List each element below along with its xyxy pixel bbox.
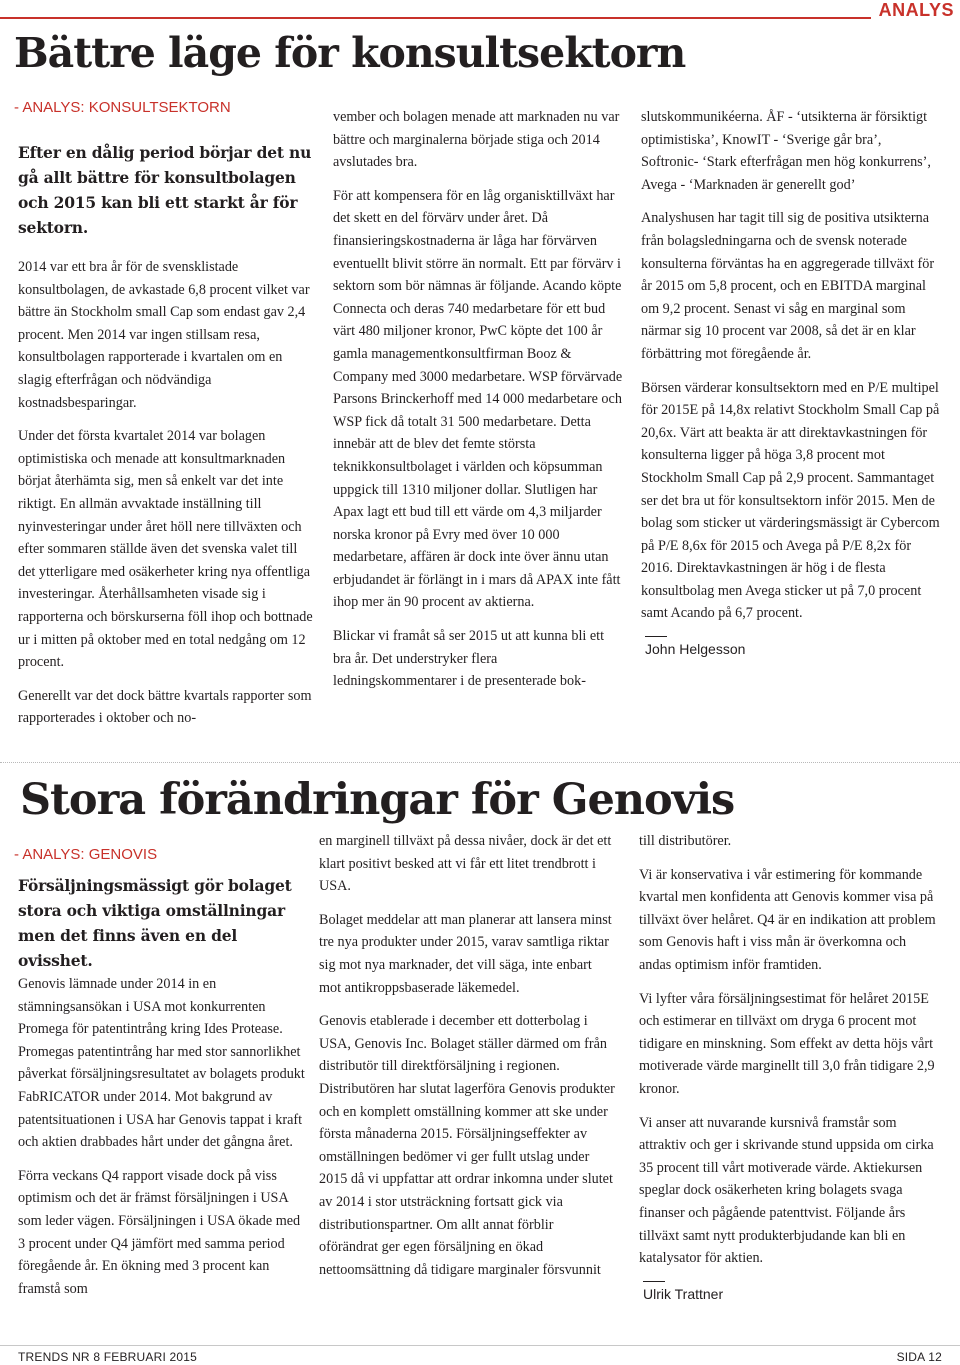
article2-paragraph: till distributörer. xyxy=(639,833,732,849)
footer-rule xyxy=(0,1345,960,1346)
article2-byline-block xyxy=(639,1281,939,1304)
top-rule xyxy=(0,17,960,19)
article2-paragraph: en marginell tillväxt på dessa nivåer, dock är det ett klart positivt besked att vi får ett litet trendbrott i USA. xyxy=(319,833,612,895)
article1-column-2 xyxy=(333,106,623,704)
article1-paragraph: slutskommunikéerna. ÅF - ‘utsikterna är försiktigt optimistiska’, KnowIT - ‘Sverige går bra’, Softronic- ‘Stark efterfrågan men hög konkurrens’, Avega - ‘Marknaden är generellt god’ xyxy=(641,109,931,193)
article2-column-1 xyxy=(18,873,308,1311)
article2-paragraph: Vi är konservativa i vår estimering för kommande kvartal men konfidenta att Genovis kommer visa på tillväxt över helåret. Q4 är en indikation att problem som Genovis haft i viss mån är överkomna och andas optimism inför framtiden. xyxy=(639,866,936,973)
article2-paragraph: Genovis etablerade i december ett dotterbolag i USA, Genovis Inc. Bolaget ställer därmed om från distributör till direktförsäljning i regionen. Distributören har slutat lagerföra Genovis produkter och en komplett omställning kommer att ske under första månaderna 2015. Försäljningseffekter av omställningen bedömer vi ger fullt utslag under 2015 då vi uppfattar att ordrar inkomna under slutet av 2014 i stor utsträckning fortsatt gick via distributionspartner. Om allt annat förblir oförändrat ger egen försäljning en ökad nettoomsättning då tidigare marginaler försvunnit xyxy=(319,1013,615,1278)
article2-ingress: Försäljningsmässigt gör bolaget stora och viktiga omställningar men det finns även en del ovisshet. xyxy=(18,876,292,970)
article1-ingress: Efter en dålig period börjar det nu gå allt bättre för konsultbolagen och 2015 kan bli ett starkt år för sektorn. xyxy=(18,143,312,237)
section-tag: ANALYS xyxy=(871,0,960,20)
article1-paragraph: Börsen värderar konsultsektorn med en P/E multipel för 2015E på 14,8x relativt Stockholm Small Cap på 20,6x. Värt att beakta är att direktavkastningen för konsulterna ligger på höga 3,8 procent mot Stockholm Small Cap på 2,9 procent. Sammantaget ser det bra ut för konsultsektorn inför 2015. Men de bolag som sticker ut värderingsmässigt är Cybercom på P/E 8,6x för 2015 och Avega på P/E 8,2x för 2016. Direktavkastningen är hög i de flesta konsultbolag men Avega sticker ut på 7,0 procent samt Acando på 6,7 procent. xyxy=(641,379,940,622)
article1-column-3 xyxy=(641,106,941,659)
article2-kicker: - ANALYS: GENOVIS xyxy=(14,846,158,863)
footer-publication: TRENDS NR 8 FEBRUARI 2015 xyxy=(18,1350,198,1364)
article1-column-1 xyxy=(18,140,318,741)
article2-headline: Stora förändringar för Genovis xyxy=(20,775,735,825)
article2-paragraph: Bolaget meddelar att man planerar att lansera minst tre nya produkter under 2015, varav samtliga riktar sig mot nya marknader, det vill säga, inte enbart mot antikroppsbaserade läkemedel. xyxy=(319,911,612,996)
article2-column-2 xyxy=(319,830,615,1292)
article1-paragraph: Under det första kvartalet 2014 var bolagen optimistiska och menade att konsultmarknaden börjat återhämta sig, men så enkelt var det inte riktigt. En allmän avvaktade inställning till nyinvesteringar under året höll nere tillväxten och efter sommaren ställde även det svenska valet till det ytterligare med osäkerheter kring nya offentliga investeringar. Återhållsamheten visade sig i rapporterna och börskurserna föll ihop och bottnade ur i mitten på oktober med en total nedgång om 12 procent. xyxy=(18,428,313,671)
footer-page-number: SIDA 12 xyxy=(896,1350,942,1364)
article1-byline-block xyxy=(641,636,941,659)
article2-paragraph: Vi lyfter våra försäljningsestimat för helåret 2015E och estimerar en tillväxt om dryga 6 procent mot tidigare en minskning. Som effekt av detta höjs vårt motiverade värde marginellt till 3,0 från tidigare 2,9 kronor. xyxy=(639,990,935,1097)
article1-paragraph: För att kompensera för en låg organisktillväxt har det skett en del förvärv under året. Då finansieringskostnaderna är låga har förvärven eventuellt blivit större än normalt. Ett par förvärv i sektorn som bör nämnas är följande. Acando köpte Connecta och deras 740 medarbetare för ett bud värt 480 miljoner kronor, PwC köpte det 100 år gamla managementkonsultfirman Booz & Company med 3000 medarbetare. WSP förvärvade Parsons Brinckerhoff med 14 000 medarbetare och WSP fick då totalt 31 500 medarbetare. Detta innebär att de blev det femte största teknikkonsultbolaget i världen och köpsumman uppgick till 1310 miljoner dollar. Slutligen har Apax lagt ett bud till ett värde om 4,3 miljarder norska kronor på Evry med över 10 000 medarbetare, affären är dock inte över ännu utan erbjudandet är förlängt in i mars då APAX inte fått ihop mer än 90 procent av aktierna. xyxy=(333,187,623,611)
article1-byline: John Helgesson xyxy=(645,641,746,658)
article1-paragraph: 2014 var ett bra år för de svensklistade konsultbolagen, de avkastade 6,8 procent vilket var bättre än Stockholm small Cap som endast gav 2,4 procent. Men 2014 var ingen stillsam resa, konsultbolagen rapporterade i kvartalen om en slagig efterfrågan och nödvändiga kostnadsbesparingar. xyxy=(18,259,310,411)
article2-byline: Ulrik Trattner xyxy=(643,1285,724,1302)
article1-kicker: - ANALYS: KONSULTSEKTORN xyxy=(14,99,231,116)
article2-paragraph: Förra veckans Q4 rapport visade dock på viss optimism och det är främst försäljningen i USA som leder vägen. Försäljningen i USA ökade med 3 procent under Q4 jämfört med samma period föregående år. En ökning med 3 procent kan framstå som xyxy=(18,1167,301,1297)
article1-headline: Bättre läge för konsultsektorn xyxy=(14,29,686,77)
article2-paragraph: Genovis lämnade under 2014 in en stämningsansökan i USA mot konkurrenten Promega för patentintrång kring Ides Protease. Promegas patentintrång har med stor sannorlikhet påverkat försäljningsresultatet av bolagets produkt FabRICATOR under 2014. Mot bakgrund av patentsituationen i USA har Genovis tappat i kraft och aktien drabbades hårt under det gångna året. xyxy=(18,976,305,1151)
article1-paragraph: Analyshusen har tagit till sig de positiva utsikterna från bolagsledningarna och de svensk noterade konsulterna förväntas ha en aggregerade tillväxt för år 2015 om 5,8 procent, och en EBITDA marginal om 9,2 procent. Senast vi såg en marginal som närmar sig 10 procent var 2008, så det är en klar förbättring mot föregående år. xyxy=(641,210,935,362)
article2-paragraph: Vi anser att nuvarande kursnivå framstår som attraktiv och ger i skrivande stund uppsida om cirka 35 procent till vårt motiverade värde. Aktiekursen speglar dock osäkerheten kring bolagets svaga finanser och pågående patenttvist. Följande års tillväxt samt nytt produkterbjudande kan bli en katalysator för aktien. xyxy=(639,1114,934,1267)
article1-paragraph: Generellt var det dock bättre kvartals rapporter som rapporterades i oktober och no- xyxy=(18,687,312,727)
article-divider xyxy=(0,762,960,763)
article1-paragraph: Blickar vi framåt så ser 2015 ut att kunna bli ett bra år. Det understryker flera ledningskommentarer i de presenterade bok- xyxy=(333,628,605,690)
article2-column-3 xyxy=(639,830,939,1304)
article1-paragraph: vember och bolagen menade att marknaden nu var bättre och marginalerna började stiga och 2014 avslutades bra. xyxy=(333,109,620,171)
